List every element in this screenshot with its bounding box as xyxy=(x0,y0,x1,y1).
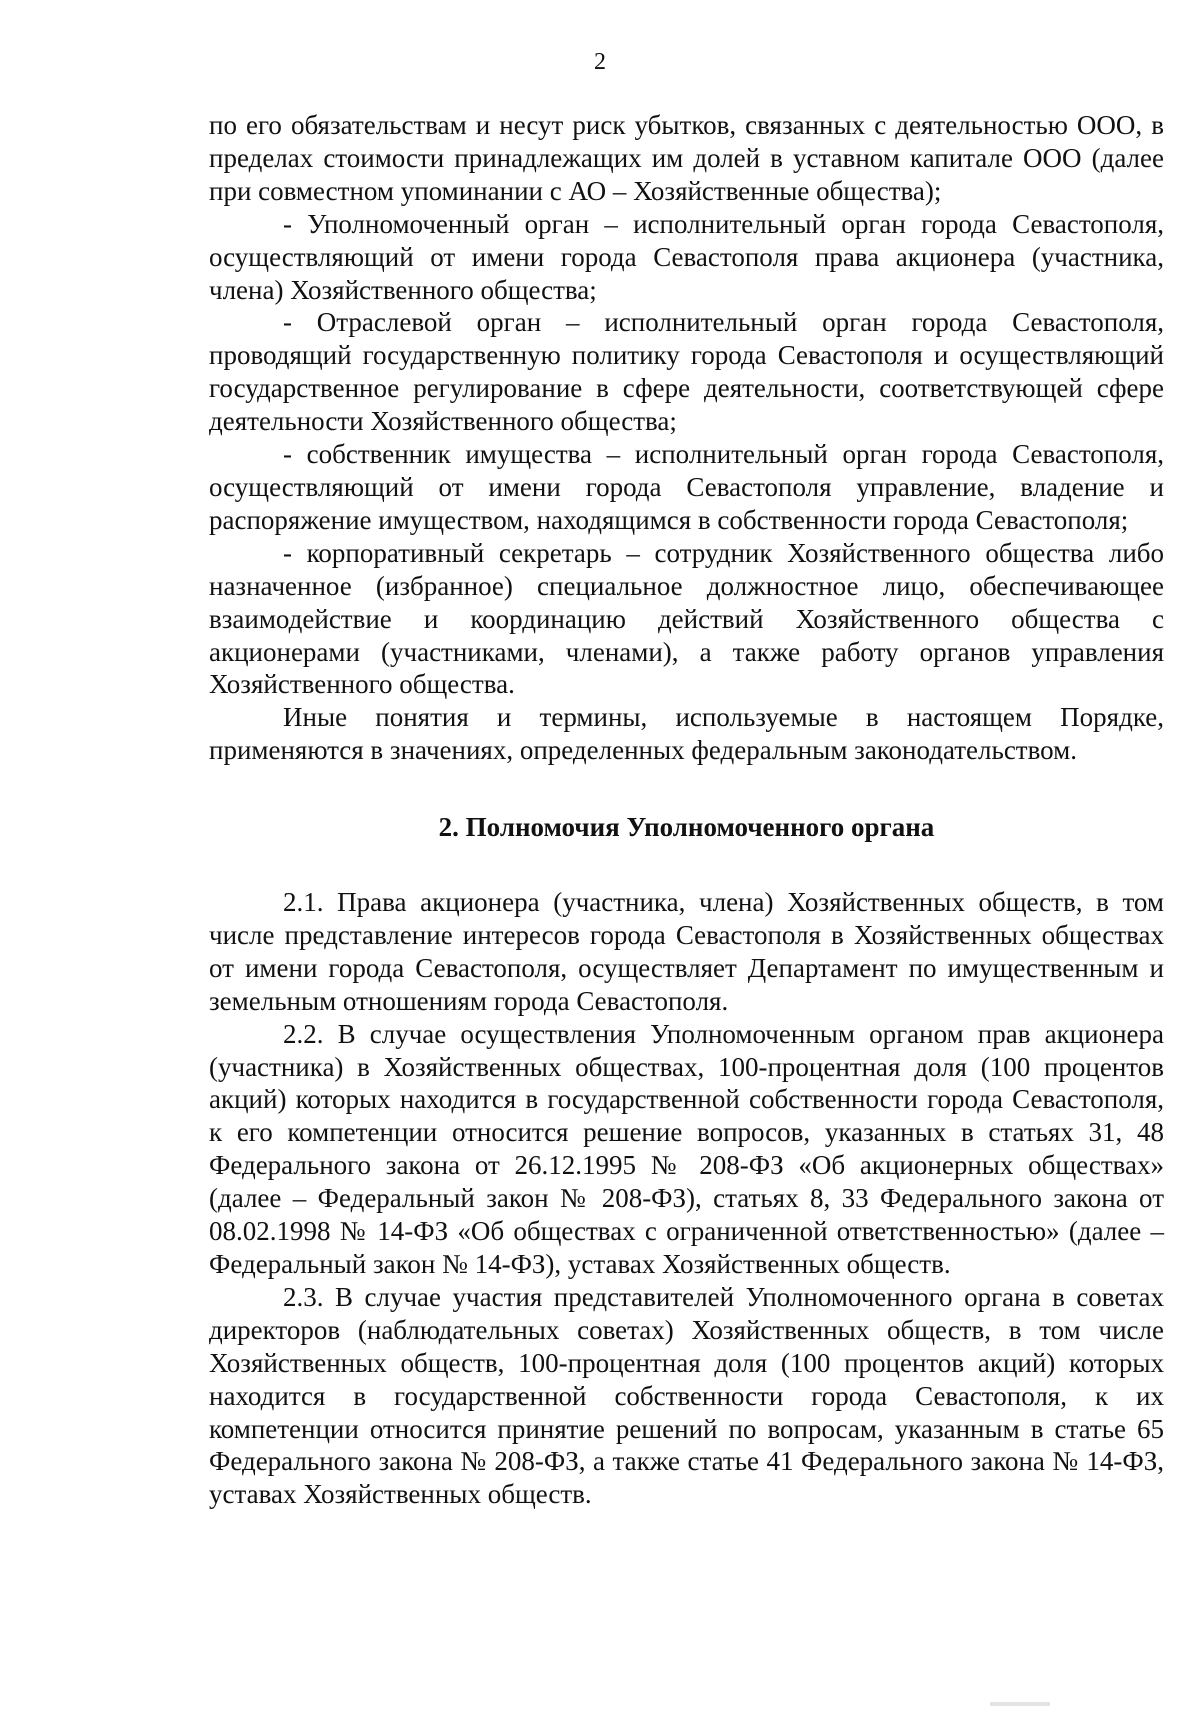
paragraph-2-3: 2.3. В случае участия представителей Уполномоченного органа в советах директоров (наблюдательных советах) Хозяйственных обществ, в том числе Хозяйственных обществ, 100-процентная доля (100 процентов акций) которых находится в государственной собственности города Севастополя, к их компетенции относится принятие решений по вопросам, указанным в статье 65 Федерального закона № 208-ФЗ, а также статье 41 Федерального закона № 14-ФЗ, уставах Хозяйственных обществ. xyxy=(209,1281,1164,1510)
paragraph-definition-corporate-secretary: - корпоративный секретарь – сотрудник Хозяйственного общества либо назначенное (избранное) специальное должностное лицо, обеспечивающее взаимодействие и координацию действий Хозяйственного общества с акционерами (участниками, членами), а также работу органов управления Хозяйственного общества. xyxy=(209,537,1164,700)
paragraph-definition-property-owner: - собственник имущества – исполнительный орган города Севастополя, осуществляющий от имени города Севастополя управление, владение и распоряжение имуществом, находящимся в собственности города Севастополя; xyxy=(209,439,1164,535)
section-heading: 2. Полномочия Уполномоченного органа xyxy=(438,812,935,843)
paragraph-definition-authorized-body: - Уполномоченный орган – исполнительный орган города Севастополя, осуществляющий от имени города Севастополя права акционера (участника, члена) Хозяйственного общества; xyxy=(209,208,1164,305)
paragraph-other-terms: Иные понятия и термины, используемые в настоящем Порядке, применяются в значениях, определенных федеральным законодательством. xyxy=(209,702,1164,766)
document-body xyxy=(209,109,1164,1511)
paragraph-continuation: по его обязательствам и несут риск убытков, связанных с деятельностью ООО, в пределах стоимости принадлежащих им долей в уставном капитале ООО (далее при совместном упоминании с АО – Хозяйственные общества); xyxy=(209,110,1164,206)
scan-artifact xyxy=(990,1702,1050,1706)
paragraph-2-2: 2.2. В случае осуществления Уполномоченным органом прав акционера (участника) в Хозяйственных обществах, 100-процентная доля (100 процентов акций) которых находится в государственной собственности города Севастополя, к его компетенции относится решение вопросов, указанных в статьях 31, 48 Федерального закона от 26.12.1995 № 208-ФЗ «Об акционерных обществах» (далее – Федеральный закон № 208-ФЗ), статьях 8, 33 Федерального закона от 08.02.1998 № 14-ФЗ «Об обществах с ограниченной ответственностью» (далее – Федеральный закон № 14-ФЗ), уставах Хозяйственных обществ. xyxy=(209,1018,1164,1279)
paragraph-definition-sector-body: - Отраслевой орган – исполнительный орган города Севастополя, проводящий государственную политику города Севастополя и осуществляющий государственное регулирование в сфере деятельности, соответствующей сфере деятельности Хозяйственного общества; xyxy=(209,307,1164,437)
paragraph-2-1: 2.1. Права акционера (участника, члена) Хозяйственных обществ, в том числе представление интересов города Севастополя в Хозяйственных обществах от имени города Севастополя, осуществляет Департамент по имущественным и земельным отношениям города Севастополя. xyxy=(209,887,1164,1016)
page-number: 2 xyxy=(594,49,606,75)
